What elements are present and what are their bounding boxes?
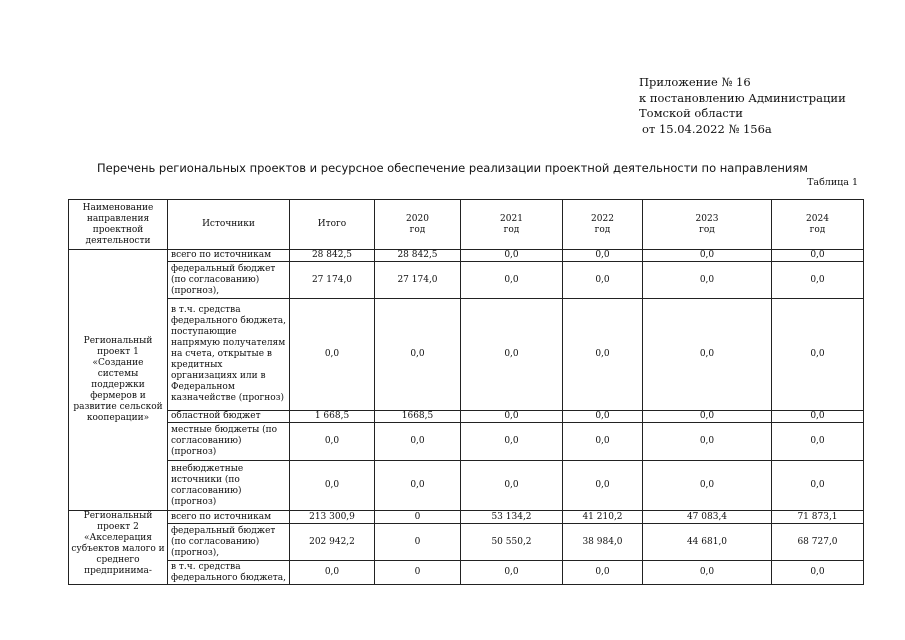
header-name: Наименование направления проектной деятельности	[69, 200, 168, 250]
value-cell: 0,0	[290, 461, 375, 511]
source-cell: областной бюджет	[168, 411, 290, 423]
value-cell: 0,0	[772, 411, 864, 423]
value-cell: 0,0	[772, 423, 864, 461]
table-row	[69, 262, 864, 299]
value-cell: 1668,5	[375, 411, 461, 423]
value-cell: 28 842,5	[375, 250, 461, 262]
source-cell: федеральный бюджет (по согласованию) (прогноз),	[168, 262, 290, 299]
value-cell: 27 174,0	[375, 262, 461, 299]
value-cell: 0,0	[772, 299, 864, 411]
value-cell: 0,0	[375, 423, 461, 461]
header-year: 2022 год	[563, 200, 643, 250]
project-name: Региональный проект 1 «Создание системы поддержки фермеров и развитие сельской кооперации»	[69, 250, 168, 511]
value-cell: 0	[375, 561, 461, 585]
value-cell: 0,0	[461, 250, 563, 262]
value-cell: 213 300,9	[290, 511, 375, 524]
resource-table	[68, 199, 864, 585]
value-cell: 53 134,2	[461, 511, 563, 524]
value-cell: 202 942,2	[290, 524, 375, 561]
value-cell: 0,0	[461, 262, 563, 299]
value-cell: 0	[375, 524, 461, 561]
value-cell: 0,0	[563, 561, 643, 585]
value-cell: 38 984,0	[563, 524, 643, 561]
value-cell: 0,0	[375, 461, 461, 511]
value-cell: 50 550,2	[461, 524, 563, 561]
value-cell: 71 873,1	[772, 511, 864, 524]
value-cell: 0,0	[563, 423, 643, 461]
value-cell: 0,0	[290, 423, 375, 461]
table-row	[69, 250, 864, 262]
table-header-row	[69, 200, 864, 250]
header-year: 2024 год	[772, 200, 864, 250]
value-cell: 0,0	[375, 299, 461, 411]
value-cell: 0,0	[643, 262, 772, 299]
value-cell: 0,0	[461, 423, 563, 461]
value-cell: 0,0	[772, 561, 864, 585]
header-source: Источники	[168, 200, 290, 250]
value-cell: 0,0	[772, 461, 864, 511]
value-cell: 0,0	[643, 423, 772, 461]
appendix-line: Томской области	[639, 106, 743, 120]
header-year: 2020 год	[375, 200, 461, 250]
value-cell: 41 210,2	[563, 511, 643, 524]
header-year: 2023 год	[643, 200, 772, 250]
value-cell: 27 174,0	[290, 262, 375, 299]
table-row	[69, 511, 864, 524]
header-total: Итого	[290, 200, 375, 250]
table-row	[69, 299, 864, 411]
appendix-line: от 15.04.2022 № 156а	[642, 121, 772, 136]
value-cell: 0,0	[643, 250, 772, 262]
value-cell: 47 083,4	[643, 511, 772, 524]
appendix-line: к постановлению Администрации	[639, 90, 846, 105]
value-cell: 0,0	[461, 561, 563, 585]
value-cell: 0,0	[461, 411, 563, 423]
source-cell: всего по источникам	[168, 511, 290, 524]
value-cell: 0	[375, 511, 461, 524]
value-cell: 0,0	[563, 411, 643, 423]
table-number-label: Таблица 1	[807, 177, 858, 188]
source-cell: федеральный бюджет (по согласованию) (прогноз),	[168, 524, 290, 561]
value-cell: 68 727,0	[772, 524, 864, 561]
value-cell: 0,0	[643, 561, 772, 585]
value-cell: 0,0	[563, 250, 643, 262]
value-cell: 0,0	[563, 461, 643, 511]
table-row	[69, 524, 864, 561]
source-cell: местные бюджеты (по согласованию) (прогноз)	[168, 423, 290, 461]
appendix-block	[639, 75, 846, 137]
source-cell: всего по источникам	[168, 250, 290, 262]
value-cell: 0,0	[772, 250, 864, 262]
value-cell: 0,0	[563, 299, 643, 411]
value-cell: 0,0	[772, 262, 864, 299]
value-cell: 0,0	[643, 299, 772, 411]
value-cell: 0,0	[643, 411, 772, 423]
value-cell: 0,0	[461, 299, 563, 411]
table-row	[69, 423, 864, 461]
table-row	[69, 411, 864, 423]
project-name: Региональный проект 2 «Акселерация субъектов малого и среднего предпринима-	[69, 511, 168, 585]
value-cell: 44 681,0	[643, 524, 772, 561]
table-row	[69, 561, 864, 585]
table-row	[69, 461, 864, 511]
value-cell: 0,0	[461, 461, 563, 511]
value-cell: 0,0	[643, 461, 772, 511]
value-cell: 1 668,5	[290, 411, 375, 423]
document-title: Перечень региональных проектов и ресурсное обеспечение реализации проектной деятельности по направлениям	[97, 161, 808, 175]
value-cell: 0,0	[290, 561, 375, 585]
source-cell: внебюджетные источники (по согласованию) (прогноз)	[168, 461, 290, 511]
appendix-line: Приложение № 16	[639, 75, 751, 89]
value-cell: 0,0	[563, 262, 643, 299]
source-cell: в т.ч. средства федерального бюджета,	[168, 561, 290, 585]
header-year: 2021 год	[461, 200, 563, 250]
value-cell: 0,0	[290, 299, 375, 411]
source-cell: в т.ч. средства федерального бюджета, поступающие напрямую получателям на счета, открытые в кредитных организациях или в Федеральном казначействе (прогноз)	[168, 299, 290, 411]
value-cell: 28 842,5	[290, 250, 375, 262]
